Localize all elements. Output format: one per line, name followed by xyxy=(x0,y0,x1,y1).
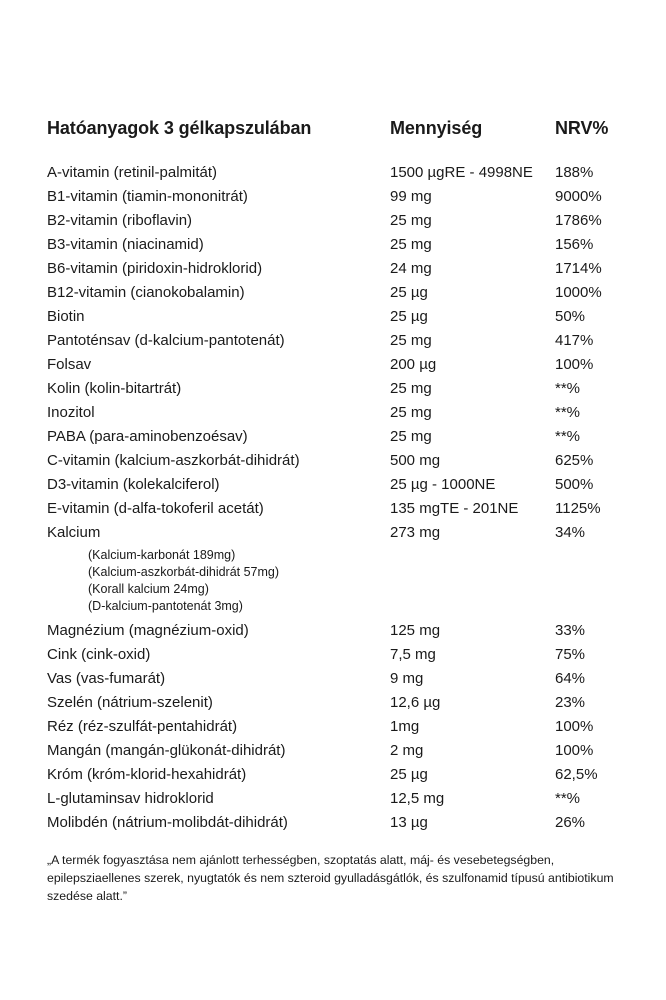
ingredient-amount: 24 mg xyxy=(390,260,432,277)
ingredient-name: Inozitol xyxy=(47,404,95,421)
ingredient-name: C-vitamin (kalcium-aszkorbát-dihidrát) xyxy=(47,452,300,469)
ingredient-amount: 25 mg xyxy=(390,380,432,397)
ingredient-nrv: 625% xyxy=(555,452,594,469)
ingredient-name: Vas (vas-fumarát) xyxy=(47,670,166,687)
ingredient-nrv: 188% xyxy=(555,164,594,181)
ingredient-name: PABA (para-aminobenzoésav) xyxy=(47,428,248,445)
ingredient-name: B6-vitamin (piridoxin-hidroklorid) xyxy=(47,260,263,277)
ingredient-amount: 273 mg xyxy=(390,524,441,541)
ingredient-nrv: 64% xyxy=(555,670,586,687)
table-row xyxy=(40,209,626,233)
ingredient-nrv: **% xyxy=(555,790,581,807)
table-row xyxy=(40,377,626,401)
table-row xyxy=(40,329,626,353)
table-row xyxy=(40,739,626,763)
ingredient-amount: 9 mg xyxy=(390,670,424,687)
table-row xyxy=(40,233,626,257)
table-row xyxy=(40,667,626,691)
column-header-amount: Mennyiség xyxy=(390,118,483,138)
table-row xyxy=(40,425,626,449)
ingredient-nrv: 100% xyxy=(555,742,594,759)
ingredient-amount: 135 mgTE - 201NE xyxy=(390,500,519,517)
ingredient-amount: 25 mg xyxy=(390,404,432,421)
column-header-nrv: NRV% xyxy=(555,118,609,138)
table-row xyxy=(40,691,626,715)
ingredient-name: Molibdén (nátrium-molibdát-dihidrát) xyxy=(47,814,288,831)
table-header xyxy=(40,118,626,161)
ingredient-amount: 500 mg xyxy=(390,452,441,469)
ingredient-nrv: **% xyxy=(555,380,581,397)
ingredient-amount: 1mg xyxy=(390,718,420,735)
ingredient-name: Króm (króm-klorid-hexahidrát) xyxy=(47,766,247,783)
ingredient-nrv: 1786% xyxy=(555,212,602,229)
ingredient-nrv: 62,5% xyxy=(555,766,598,783)
table-row xyxy=(40,643,626,667)
ingredient-amount: 12,5 mg xyxy=(390,790,445,807)
ingredient-name: Cink (cink-oxid) xyxy=(47,646,151,663)
ingredient-name: Magnézium (magnézium-oxid) xyxy=(47,622,249,639)
ingredient-nrv: **% xyxy=(555,404,581,421)
ingredient-name: B3-vitamin (niacinamid) xyxy=(47,236,204,253)
ingredient-amount: 25 µg - 1000NE xyxy=(390,476,496,493)
table-row xyxy=(40,787,626,811)
ingredient-name: L-glutaminsav hidroklorid xyxy=(47,790,214,807)
ingredient-nrv: 23% xyxy=(555,694,586,711)
ingredient-amount: 12,6 µg xyxy=(390,694,441,711)
table-row xyxy=(40,619,626,643)
ingredient-nrv: 1125% xyxy=(555,500,601,517)
ingredient-nrv: 1000% xyxy=(555,284,602,301)
warning-footnote: „A termék fogyasztása nem ajánlott terhességben, szoptatás alatt, máj- és vesebetegségben, epilepsziaellenes szerek, nyugtatók és nem szteroid gyulladásgátlók, és szulfonamid típusú antibiotikum szedése alatt.” xyxy=(47,853,614,903)
ingredient-compound-item: (D-kalcium-pantotenát 3mg) xyxy=(88,599,243,613)
ingredient-amount: 13 µg xyxy=(390,814,428,831)
ingredient-nrv: **% xyxy=(555,428,581,445)
ingredient-name: E-vitamin (d-alfa-tokoferil acetát) xyxy=(47,500,264,517)
table-row xyxy=(40,473,626,497)
table-row xyxy=(40,257,626,281)
table-row xyxy=(40,449,626,473)
table-row xyxy=(40,715,626,739)
ingredient-name: Kolin (kolin-bitartrát) xyxy=(47,380,182,397)
ingredient-nrv: 50% xyxy=(555,308,586,325)
table-body xyxy=(40,161,626,835)
ingredient-nrv: 500% xyxy=(555,476,594,493)
ingredient-amount: 2 mg xyxy=(390,742,424,759)
ingredient-nrv: 1714% xyxy=(555,260,602,277)
table-row xyxy=(40,763,626,787)
ingredient-amount: 25 mg xyxy=(390,212,432,229)
table-row xyxy=(40,281,626,305)
ingredient-amount: 25 µg xyxy=(390,766,428,783)
ingredient-amount: 25 mg xyxy=(390,332,432,349)
supplement-facts-table xyxy=(40,118,626,835)
ingredient-name: Mangán (mangán-glükonát-dihidrát) xyxy=(47,742,286,759)
ingredient-compound-list xyxy=(47,545,385,619)
ingredient-nrv: 26% xyxy=(555,814,586,831)
ingredient-amount: 25 mg xyxy=(390,428,432,445)
ingredient-name: Pantoténsav (d-kalcium-pantotenát) xyxy=(47,332,285,349)
ingredient-name: B12-vitamin (cianokobalamin) xyxy=(47,284,245,301)
ingredient-amount: 25 µg xyxy=(390,308,428,325)
ingredient-amount: 25 mg xyxy=(390,236,432,253)
ingredient-name: Szelén (nátrium-szelenit) xyxy=(47,694,213,711)
ingredient-amount: 125 mg xyxy=(390,622,441,639)
ingredient-name: Folsav xyxy=(47,356,92,373)
ingredient-nrv: 33% xyxy=(555,622,586,639)
ingredient-nrv: 417% xyxy=(555,332,594,349)
ingredient-nrv: 156% xyxy=(555,236,594,253)
ingredient-name: Kalcium (Kalcium-karbonát 189mg) (Kalcium-aszkorbát-dihidrát 57mg) (Korall kalcium 24mg) (D-kalcium-pantotenát 3mg) xyxy=(40,521,385,619)
ingredient-nrv: 75% xyxy=(555,646,586,663)
table-row xyxy=(40,521,626,619)
ingredient-name: A-vitamin (retinil-palmitát) xyxy=(47,164,218,181)
ingredient-amount: 200 µg xyxy=(390,356,437,373)
ingredient-amount: 7,5 mg xyxy=(390,646,436,663)
ingredient-name: B2-vitamin (riboflavin) xyxy=(47,212,193,229)
ingredient-nrv: 100% xyxy=(555,718,594,735)
ingredient-name: B1-vitamin (tiamin-mononitrát) xyxy=(47,188,248,205)
ingredient-amount: 1500 µgRE - 4998NE xyxy=(390,164,533,181)
table-row xyxy=(40,161,626,185)
ingredient-compound-item: (Korall kalcium 24mg) xyxy=(88,582,209,596)
ingredient-name: Biotin xyxy=(47,308,85,325)
table-row xyxy=(40,185,626,209)
ingredient-amount: 99 mg xyxy=(390,188,432,205)
column-header-ingredients: Hatóanyagok 3 gélkapszulában xyxy=(47,118,312,138)
ingredient-nrv: 100% xyxy=(555,356,594,373)
table-row xyxy=(40,811,626,835)
table-row xyxy=(40,305,626,329)
table-row xyxy=(40,353,626,377)
table-row xyxy=(40,497,626,521)
ingredient-compound-item: (Kalcium-aszkorbát-dihidrát 57mg) xyxy=(88,565,280,579)
ingredient-nrv: 9000% xyxy=(555,188,602,205)
ingredient-name: Réz (réz-szulfát-pentahidrát) xyxy=(47,718,238,735)
ingredient-amount: 25 µg xyxy=(390,284,428,301)
ingredient-nrv: 34% xyxy=(555,524,586,541)
ingredient-compound-item: (Kalcium-karbonát 189mg) xyxy=(88,548,236,562)
ingredient-name: D3-vitamin (kolekalciferol) xyxy=(47,476,220,493)
table-row xyxy=(40,401,626,425)
table-header-row xyxy=(40,118,626,161)
